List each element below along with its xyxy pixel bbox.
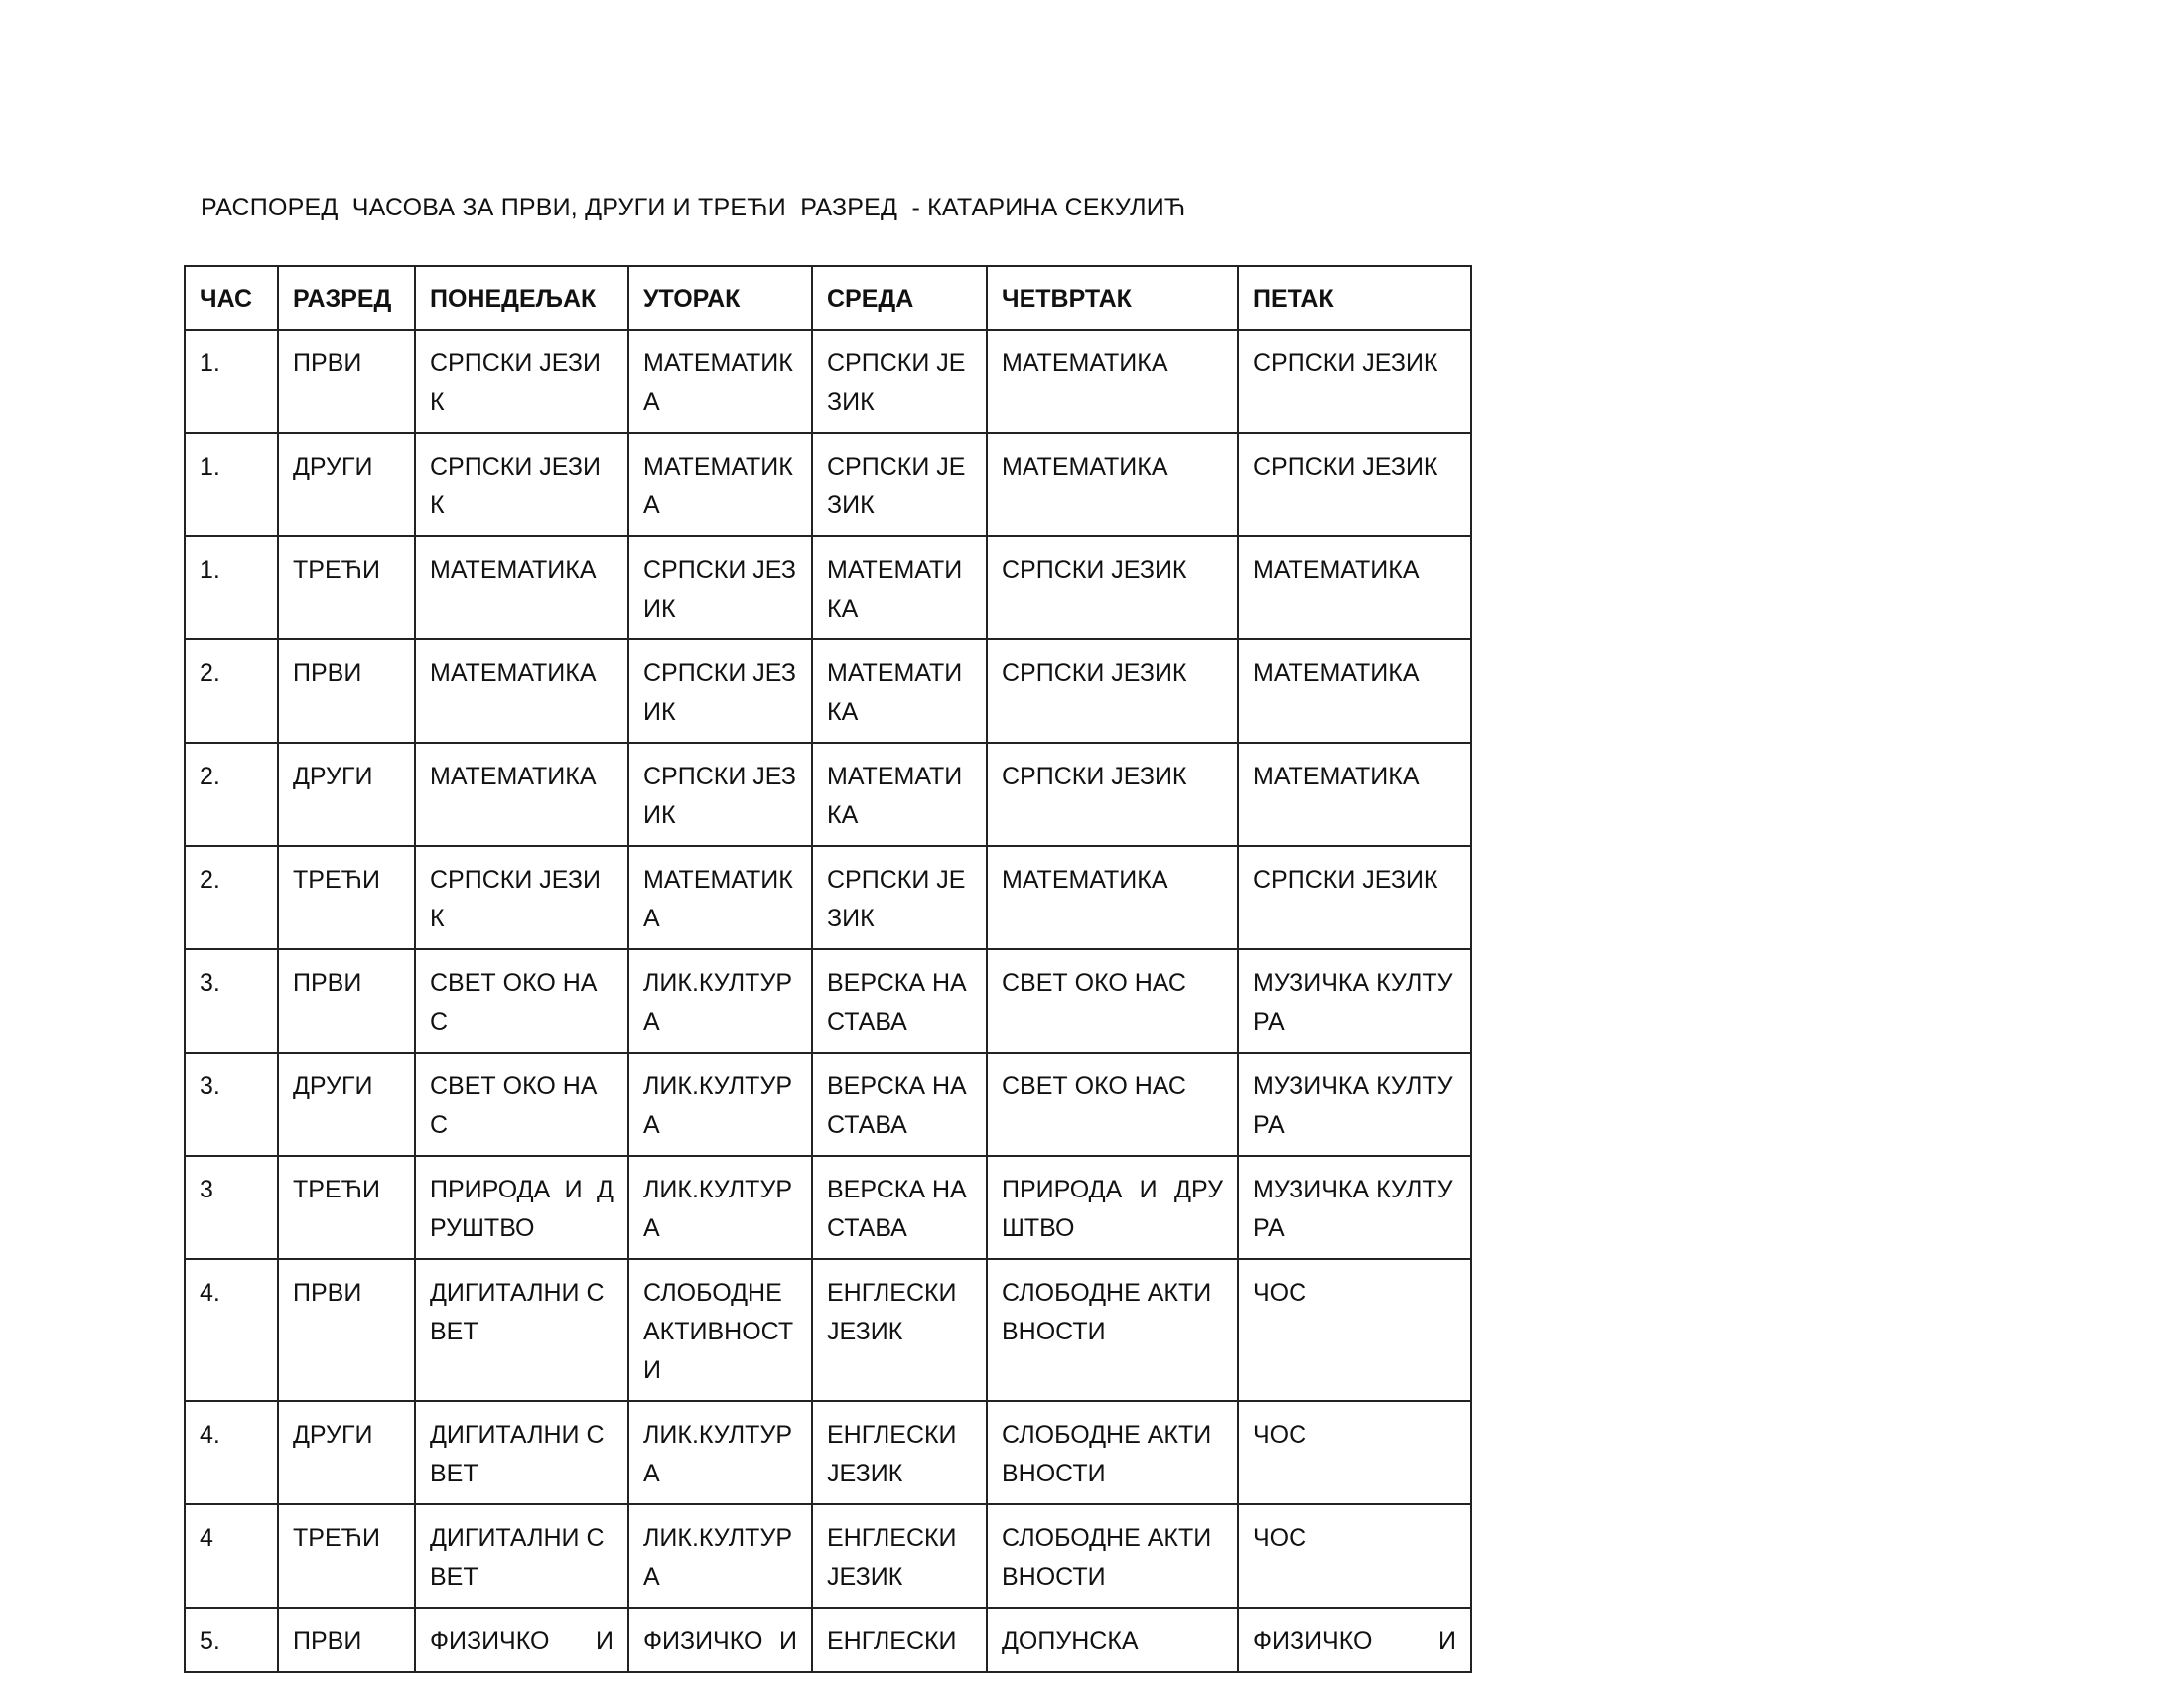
table-cell: ТРЕЋИ [278,536,415,639]
table-cell: 3 [185,1156,278,1259]
table-cell: 1. [185,330,278,433]
table-cell: СРПСКИ ЈЕЗИК [628,743,812,846]
header-cell-wednesday: СРЕДА [812,266,987,330]
table-cell: ЛИК.КУЛТУРА [628,949,812,1053]
table-cell: МАТЕМАТИКА [1238,536,1471,639]
table-cell: СРПСКИ ЈЕЗИК [987,639,1238,743]
table-cell: ЛИК.КУЛТУРА [628,1504,812,1608]
table-row [185,536,1471,639]
table-row [185,1259,1471,1401]
justified-cell-text: ФИЗИЧКО И [430,1627,614,1655]
table-row [185,330,1471,433]
table-cell: МУЗИЧКА КУЛТУРА [1238,1156,1471,1259]
header-cell-friday: ПЕТАК [1238,266,1471,330]
table-cell [415,1156,628,1259]
table-cell: МАТЕМАТИКА [987,330,1238,433]
table-row [185,1053,1471,1156]
table-cell: МАТЕМАТИКА [628,433,812,536]
table-cell: СВЕТ ОКО НАС [415,949,628,1053]
table-cell: ПРВИ [278,949,415,1053]
justified-cell-text: ФИЗИЧКО И [643,1627,797,1655]
table-row [185,846,1471,949]
table-cell: ЧОС [1238,1401,1471,1504]
table-cell: МУЗИЧКА КУЛТУРА [1238,1053,1471,1156]
table-cell: ДРУГИ [278,1053,415,1156]
table-cell: МАТЕМАТИКА [812,536,987,639]
table-cell: СРПСКИ ЈЕЗИК [812,846,987,949]
justified-cell-text: ПРИРОДА И ДРУШТВО [1002,1176,1223,1242]
table-cell: 1. [185,433,278,536]
table-cell: ВЕРСКА НАСТАВА [812,1053,987,1156]
table-cell: ЧОС [1238,1259,1471,1401]
header-cell-thursday: ЧЕТВРТАК [987,266,1238,330]
table-cell: ПРВИ [278,330,415,433]
table-cell: ЛИК.КУЛТУРА [628,1401,812,1504]
table-cell: 4. [185,1401,278,1504]
table-cell: СЛОБОДНЕ АКТИВНОСТИ [987,1504,1238,1608]
table-cell: СВЕТ ОКО НАС [987,1053,1238,1156]
table-cell: СЛОБОДНЕ АКТИВНОСТИ [987,1401,1238,1504]
table-cell: ЛИК.КУЛТУРА [628,1156,812,1259]
table-cell: ПРВИ [278,1608,415,1672]
table-cell: СРПСКИ ЈЕЗИК [1238,330,1471,433]
justified-cell-text: ПРИРОДА И ДРУШТВО [430,1176,614,1242]
table-cell [628,1608,812,1672]
table-cell: ПРВИ [278,639,415,743]
table-cell: СЛОБОДНЕ АКТИВНОСТИ [628,1259,812,1401]
table-cell: ВЕРСКА НАСТАВА [812,949,987,1053]
table-cell: СРПСКИ ЈЕЗИК [987,536,1238,639]
table-row [185,743,1471,846]
table-cell: ТРЕЋИ [278,1504,415,1608]
table-cell: СРПСКИ ЈЕЗИК [987,743,1238,846]
table-cell: МАТЕМАТИКА [415,536,628,639]
table-cell: ЕНГЛЕСКИ ЈЕЗИК [812,1504,987,1608]
table-cell: 2. [185,743,278,846]
table-cell [1238,1608,1471,1672]
table-row [185,433,1471,536]
table-cell: МАТЕМАТИКА [812,743,987,846]
table-cell: СРПСКИ ЈЕЗИК [628,536,812,639]
table-cell: СРПСКИ ЈЕЗИК [415,330,628,433]
table-cell: СЛОБОДНЕ АКТИВНОСТИ [987,1259,1238,1401]
table-cell: МАТЕМАТИКА [812,639,987,743]
table-cell: ДРУГИ [278,743,415,846]
table-cell: МАТЕМАТИКА [987,433,1238,536]
table-cell: ДРУГИ [278,1401,415,1504]
table-cell: МАТЕМАТИКА [628,330,812,433]
table-cell: 3. [185,1053,278,1156]
table-cell: ЕНГЛЕСКИ ЈЕЗИК [812,1401,987,1504]
justified-cell-text: ФИЗИЧКО И [1253,1627,1456,1655]
table-cell: ЛИК.КУЛТУРА [628,1053,812,1156]
table-cell: 3. [185,949,278,1053]
table-row [185,1504,1471,1608]
table-cell: МАТЕМАТИКА [1238,743,1471,846]
table-cell: СРПСКИ ЈЕЗИК [812,433,987,536]
table-row [185,1608,1471,1672]
table-cell: 4 [185,1504,278,1608]
table-cell: ДРУГИ [278,433,415,536]
table-cell: СРПСКИ ЈЕЗИК [1238,433,1471,536]
table-cell: 4. [185,1259,278,1401]
table-cell: ЕНГЛЕСКИ [812,1608,987,1672]
table-row [185,1401,1471,1504]
table-cell: ЕНГЛЕСКИ ЈЕЗИК [812,1259,987,1401]
table-row [185,639,1471,743]
table-cell [987,1156,1238,1259]
table-cell: СРПСКИ ЈЕЗИК [812,330,987,433]
table-cell: 2. [185,639,278,743]
table-row [185,1156,1471,1259]
table-cell: ЧОС [1238,1504,1471,1608]
header-cell-tuesday: УТОРАК [628,266,812,330]
table-cell: ДИГИТАЛНИ СВЕТ [415,1401,628,1504]
table-cell: 1. [185,536,278,639]
table-cell: СРПСКИ ЈЕЗИК [1238,846,1471,949]
header-cell-grade: РАЗРЕД [278,266,415,330]
table-cell: МАТЕМАТИКА [1238,639,1471,743]
table-cell: МУЗИЧКА КУЛТУРА [1238,949,1471,1053]
table-cell: СРПСКИ ЈЕЗИК [415,846,628,949]
table-cell: ДИГИТАЛНИ СВЕТ [415,1504,628,1608]
table-cell [415,1608,628,1672]
table-cell: МАТЕМАТИКА [415,743,628,846]
table-row [185,949,1471,1053]
table-cell: СРПСКИ ЈЕЗИК [628,639,812,743]
table-cell: СВЕТ ОКО НАС [415,1053,628,1156]
document-title: РАСПОРЕД ЧАСОВА ЗА ПРВИ, ДРУГИ И ТРЕЋИ РАЗРЕД - КАТАРИНА СЕКУЛИЋ [201,194,1186,221]
table-cell: ДИГИТАЛНИ СВЕТ [415,1259,628,1401]
table-cell: МАТЕМАТИКА [415,639,628,743]
table-cell: МАТЕМАТИКА [987,846,1238,949]
table-header-row [185,266,1471,330]
table-cell: ДОПУНСКА [987,1608,1238,1672]
table-cell: СВЕТ ОКО НАС [987,949,1238,1053]
header-cell-period: ЧАС [185,266,278,330]
table-cell: ТРЕЋИ [278,1156,415,1259]
header-cell-monday: ПОНЕДЕЉАК [415,266,628,330]
table-cell: ВЕРСКА НАСТАВА [812,1156,987,1259]
table-cell: 2. [185,846,278,949]
table-cell: ПРВИ [278,1259,415,1401]
schedule-table [184,265,1472,1673]
table-cell: ТРЕЋИ [278,846,415,949]
table-cell: СРПСКИ ЈЕЗИК [415,433,628,536]
table-cell: 5. [185,1608,278,1672]
table-cell: МАТЕМАТИКА [628,846,812,949]
